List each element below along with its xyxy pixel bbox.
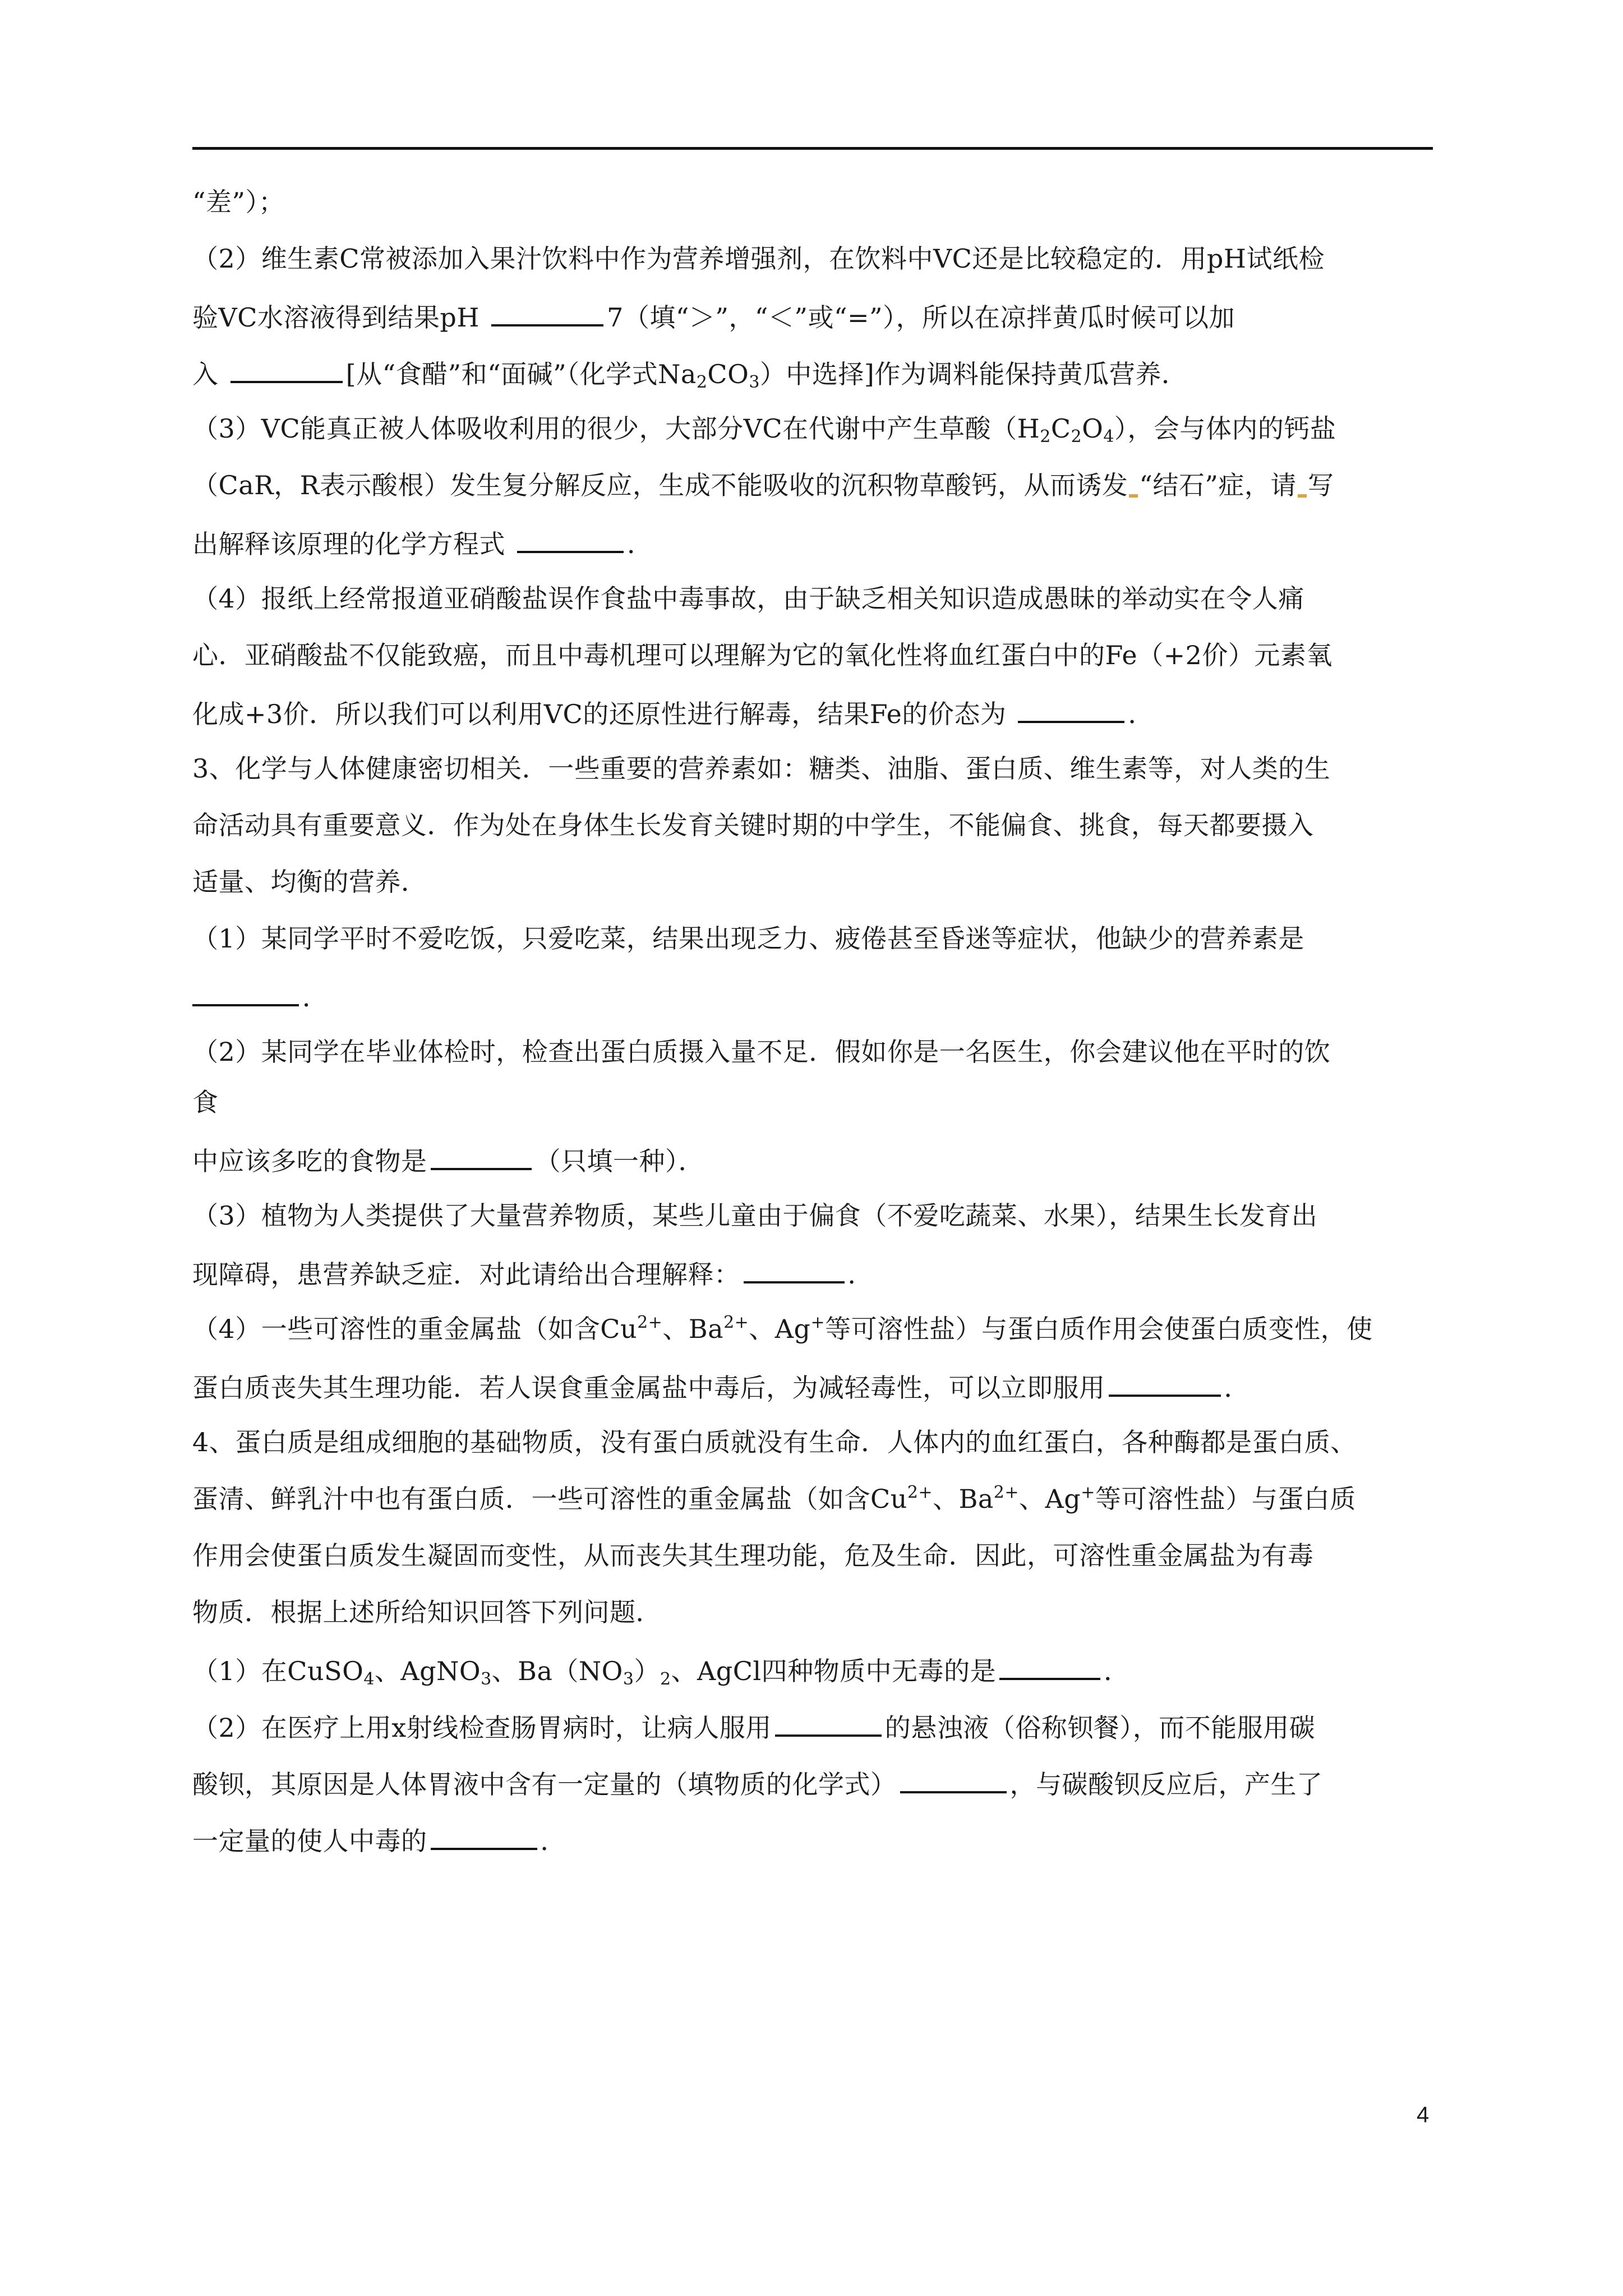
text: 作用会使蛋白质发生凝固而变性，从而丧失其生理功能，危及生命．因此，可溶性重金属盐为有毒 [192,1540,1314,1571]
answer-blank[interactable] [775,1709,882,1737]
question-3-1-line [192,922,1304,955]
text: 、Ba（NO [491,1656,623,1686]
text-line [192,978,329,1012]
text: ． [1104,1656,1130,1686]
subscript: 2 [660,1669,671,1689]
question-4-1-line [192,1652,1130,1689]
answer-blank[interactable] [431,1822,537,1850]
answer-blank[interactable] [230,355,343,383]
text: “差”）； [192,187,285,217]
text-line [192,185,285,219]
text: ． [847,1259,874,1290]
answer-blank[interactable] [431,1142,532,1170]
answer-blank[interactable] [1109,1369,1221,1397]
text: 、AgCl四种物质中无毒的是 [671,1656,997,1686]
subscript: 4 [363,1669,375,1689]
answer-blank[interactable] [1018,695,1124,723]
text: 、Ag [1019,1484,1081,1514]
subscript: 2 [1071,427,1082,447]
text: （4）报纸上经常报道亚硝酸盐误作食盐中毒事故，由于缺乏相关知识造成愚昧的举动实在令人痛 [192,583,1304,614]
text: 食 [192,1087,219,1117]
text: 心．亚硝酸盐不仅能致癌，而且中毒机理可以理解为它的氧化性将血红蛋白中的Fe（+2价）元素氧 [192,640,1332,670]
subscript: 3 [749,372,760,392]
question-2-4-line [192,582,1304,615]
text: 等可溶性盐）与蛋白质作用会使蛋白质变性，使 [825,1314,1373,1344]
answer-blank[interactable] [192,978,299,1006]
answer-blank[interactable] [744,1255,845,1283]
text: （1）某同学平时不爱吃饭，只爱吃菜，结果出现乏力、疲倦甚至昏迷等症状，他缺少的营养素是 [192,923,1304,954]
edit-mark-icon [1298,494,1307,498]
text: 适量、均衡的营养． [192,867,427,897]
text-line [192,1142,704,1176]
text: 命活动具有重要意义．作为处在身体生长发育关键时期的中学生，不能偏食、挑食，每天都要摄入 [192,810,1314,840]
superscript: 2+ [637,1313,663,1332]
text-line [192,1255,874,1289]
text-line [192,298,1235,332]
superscript: 2+ [993,1483,1020,1502]
text: （CaR，R表示酸根）发生复分解反应，生成不能吸收的沉积物草酸钙，从而诱发 [192,470,1128,500]
text: （1）在CuSO [192,1656,364,1686]
text: 一定量的使人中毒的 [192,1826,427,1856]
superscript: 2+ [723,1313,749,1332]
text-line [192,1595,662,1629]
text: O [1082,413,1104,444]
text-line [192,1369,1250,1402]
text: 4、蛋白质是组成细胞的基础物质，没有蛋白质就没有生命．人体内的血红蛋白，各种酶都是蛋白质、 [192,1427,1357,1457]
question-3-3-line [192,1199,1317,1232]
question-2-3-line [192,412,1336,445]
superscript: + [810,1313,826,1332]
answer-blank[interactable] [517,525,624,553]
text: （2）在医疗上用x射线检查肠胃病时，让病人服用 [192,1713,772,1743]
text: “结石”症，请 [1139,470,1297,500]
text: ）中选择]作为调料能保持黄瓜营养． [759,359,1188,389]
text: （3）VC能真正被人体吸收利用的很少，大部分VC在代谢中产生草酸（H [192,413,1040,444]
text: ． [540,1826,566,1856]
text: C [1050,413,1071,444]
text-line [192,468,1334,502]
text: 、AgNO [374,1656,481,1686]
text: ． [1128,699,1154,729]
text: [从“食醋”和“面碱”（化学式Na [345,359,697,389]
subscript: 2 [1040,427,1051,447]
answer-blank[interactable] [900,1765,1007,1793]
text: ． [1224,1373,1250,1403]
text: 、Ba [933,1484,994,1514]
subscript: 3 [481,1669,492,1689]
text: CO [707,359,749,389]
text: （只填一种）． [534,1146,704,1176]
text: ． [627,529,653,559]
edit-mark-icon [1129,494,1138,498]
text: 7（填“＞”，“＜”或“=”），所以在凉拌黄瓜时候可以加 [607,302,1235,333]
text: 出解释该原理的化学方程式 [192,529,514,559]
superscript: + [1081,1483,1095,1502]
text: ） [634,1656,660,1686]
text: 的悬浊液（俗称钡餐），而不能服用碳 [884,1713,1316,1743]
text: （4）一些可溶性的重金属盐（如含Cu [192,1314,638,1344]
text: 蛋白质丧失其生理功能．若人误食重金属盐中毒后，为减轻毒性，可以立即服用 [192,1373,1105,1403]
text: 3、化学与人体健康密切相关．一些重要的营养素如：糖类、油脂、蛋白质、维生素等，对人类的生 [192,753,1331,784]
text: 验VC水溶液得到结果pH [192,302,488,333]
text: ），会与体内的钙盐 [1114,413,1336,444]
text: （2）某同学在毕业体检时，检查出蛋白质摄入量不足．假如你是一名医生，你会建议他在平时的饮 [192,1037,1331,1067]
text-line [192,1539,1314,1572]
subscript: 3 [623,1669,634,1689]
text: 酸钡，其原因是人体胃液中含有一定量的（填物质的化学式） [192,1769,897,1800]
question-3-4-line [192,1312,1373,1346]
text: 现障碍，患营养缺乏症．对此请给出合理解释： [192,1259,740,1290]
question-4-2-line [192,1709,1315,1742]
subscript: 2 [696,372,708,392]
answer-blank[interactable] [999,1652,1100,1680]
header-rule [192,147,1433,150]
text: （2）维生素C常被添加入果汁饮料中作为营养增强剂，在饮料中VC还是比较稳定的．用pH试纸检 [192,243,1325,274]
text: 蛋清、鲜乳汁中也有蛋白质．一些可溶性的重金属盐（如含Cu [192,1484,907,1514]
subscript: 4 [1103,427,1114,447]
text-line [192,865,427,899]
text: 物质．根据上述所给知识回答下列问题． [192,1597,662,1627]
text-line [192,355,1188,392]
text: 中应该多吃的食物是 [192,1146,427,1176]
question-3-2-line [192,1035,1330,1069]
text: 化成+3价．所以我们可以利用VC的还原性进行解毒，结果Fe的价态为 [192,699,1015,729]
text-line [192,695,1154,729]
text: 入 [192,359,227,389]
text-line [192,1822,566,1856]
question-4-line [192,1425,1357,1459]
text-line [192,525,653,559]
question-3-line [192,752,1330,785]
text: 、Ba [662,1314,724,1344]
text-line [192,1085,219,1119]
text: 等可溶性盐）与蛋白质 [1095,1484,1356,1514]
text: 写 [1307,470,1334,500]
text: ，与碳酸钡反应后，产生了 [1009,1769,1323,1800]
text-line [192,808,1314,842]
text-line [192,1482,1356,1516]
answer-blank[interactable] [491,298,603,326]
text: （3）植物为人类提供了大量营养物质，某些儿童由于偏食（不爱吃蔬菜、水果），结果生长发育出 [192,1200,1318,1231]
page-number: 4 [1417,2102,1430,2127]
text: ． [302,982,329,1013]
text-line [192,1765,1323,1799]
text-line [192,638,1332,672]
text: 、Ag [749,1314,811,1344]
question-2-2-line [192,242,1325,275]
superscript: 2+ [907,1483,933,1502]
